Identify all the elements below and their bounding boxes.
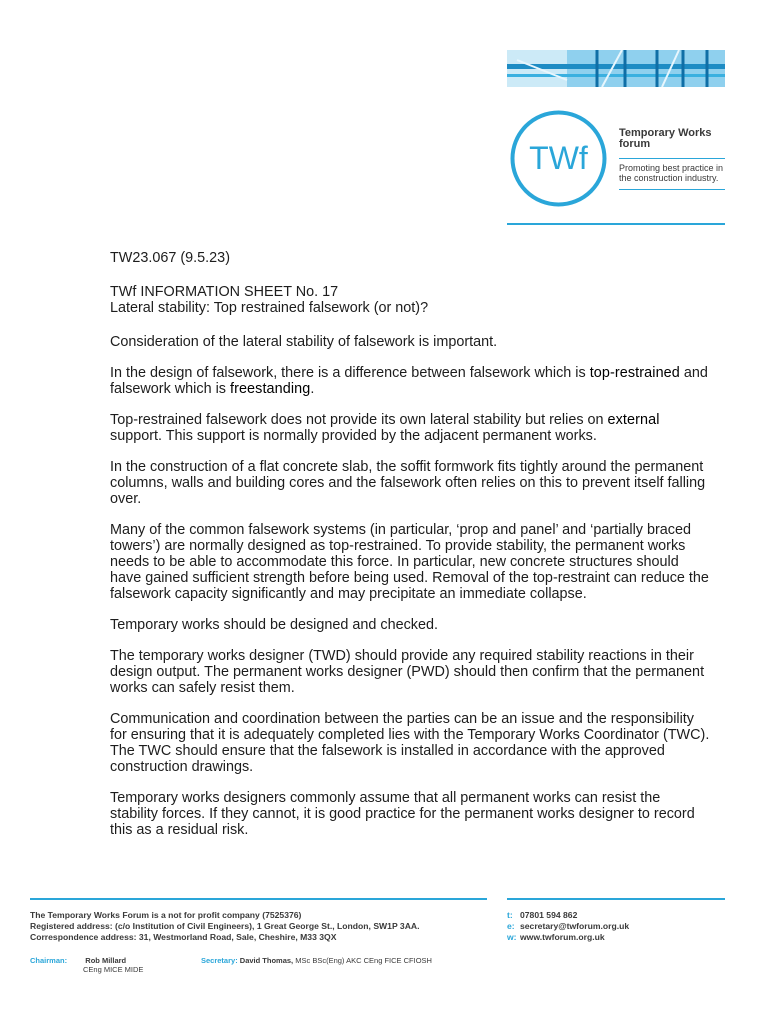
footer-company-info bbox=[30, 910, 500, 943]
registered-address: Registered address: (c/o Institution of Civil Engineers), 1 Great George St., London, SW1P 3AA. bbox=[30, 921, 420, 931]
paragraph: Temporary works designers commonly assume that all permanent works can resist the stability forces. If they cannot, it is good practice for the permanent works designer to record this as a residual risk. bbox=[110, 790, 695, 838]
paragraph: In the construction of a flat concrete slab, the soffit formwork fits tightly around the permanent columns, walls and building cores and the falsework often relies on this to prevent itself falling over. bbox=[110, 459, 706, 507]
paragraph-text: support. This support is normally provided by the adjacent permanent works. bbox=[110, 428, 597, 444]
email-label: e: bbox=[507, 921, 515, 931]
secretary-name: David Thomas, bbox=[239, 956, 294, 965]
paragraph-text: In the design of falsework, there is a difference between falsework which is bbox=[110, 365, 590, 381]
paragraph bbox=[110, 412, 710, 444]
document-title: TWf INFORMATION SHEET No. 17 bbox=[110, 284, 339, 300]
document-reference: TW23.067 (9.5.23) bbox=[110, 250, 230, 266]
chairman-label: Chairman: bbox=[30, 956, 68, 965]
brand-tagline: Promoting best practice in the construction industry. bbox=[619, 163, 724, 183]
secretary-label: Secretary: bbox=[201, 956, 238, 965]
header-divider bbox=[507, 223, 725, 225]
phone-row bbox=[507, 910, 727, 921]
footer-contact-info bbox=[507, 910, 727, 943]
brand-divider bbox=[619, 158, 725, 159]
phone-label: t: bbox=[507, 910, 513, 920]
web-row bbox=[507, 932, 727, 943]
web-label: w: bbox=[507, 932, 517, 942]
document-body bbox=[110, 250, 710, 853]
company-line: The Temporary Works Forum is a not for profit company (7525376) bbox=[30, 910, 302, 920]
email-link[interactable]: secretary@twforum.org.uk bbox=[520, 921, 630, 931]
chairman-quals: CEng MICE MIDE bbox=[83, 965, 144, 974]
twf-logo bbox=[508, 108, 609, 209]
footer-divider bbox=[30, 898, 487, 900]
paragraph: Many of the common falsework systems (in particular, ‘prop and panel’ and ‘partially braced towers’) are normally designed as top-restrained. To provide stability, the permanent works needs to be able to accommodate this force. In particular, new concrete structures should have gained sufficient strength before being used. Removal of the top-restraint can reduce the falsework capacity significantly and may precipitate an immediate collapse. bbox=[110, 522, 709, 602]
paragraph: Consideration of the lateral stability of falsework is important. bbox=[110, 334, 498, 350]
emphasis-text: top-restrained bbox=[589, 365, 680, 381]
logo-text: TWf bbox=[529, 140, 588, 176]
footer-divider bbox=[507, 898, 725, 900]
secretary-block bbox=[201, 956, 432, 965]
emphasis-text: external bbox=[607, 412, 660, 428]
secretary-quals: MSc BSc(Eng) AKC CEng FICE CFIOSH bbox=[295, 956, 432, 965]
email-row bbox=[507, 921, 727, 932]
correspondence-address: Correspondence address: 31, Westmorland Road, Sale, Cheshire, M33 3QX bbox=[30, 932, 337, 942]
brand-divider bbox=[619, 189, 725, 190]
emphasis-text: freestanding bbox=[229, 381, 311, 397]
header-banner-image bbox=[507, 50, 725, 87]
paragraph-text: and falsework which is bbox=[110, 365, 708, 397]
paragraph-text: Top-restrained falsework does not provide its own lateral stability but relies on bbox=[110, 412, 608, 428]
document-subtitle: Lateral stability: Top restrained falsework (or not)? bbox=[110, 300, 429, 316]
paragraph: Communication and coordination between the parties can be an issue and the responsibility for ensuring that it is adequately completed lies with the Temporary Works Coordinator (TWC). The TWC should ensure that the falsework is installed in accordance with the approved construction drawings. bbox=[110, 711, 710, 775]
paragraph-text: . bbox=[310, 381, 315, 397]
website-link[interactable]: www.twforum.org.uk bbox=[520, 932, 605, 942]
brand-name: Temporary Works forum bbox=[619, 127, 712, 150]
paragraph: The temporary works designer (TWD) should provide any required stability reactions in their design output. The permanent works designer (PWD) should then confirm that the permanent works can safely resist them. bbox=[110, 648, 705, 696]
phone-number: 07801 594 862 bbox=[520, 910, 578, 920]
paragraph bbox=[110, 365, 710, 397]
paragraph: Temporary works should be designed and checked. bbox=[110, 617, 438, 633]
chairman-block bbox=[30, 956, 143, 974]
chairman-name: Rob Millard bbox=[85, 956, 127, 965]
